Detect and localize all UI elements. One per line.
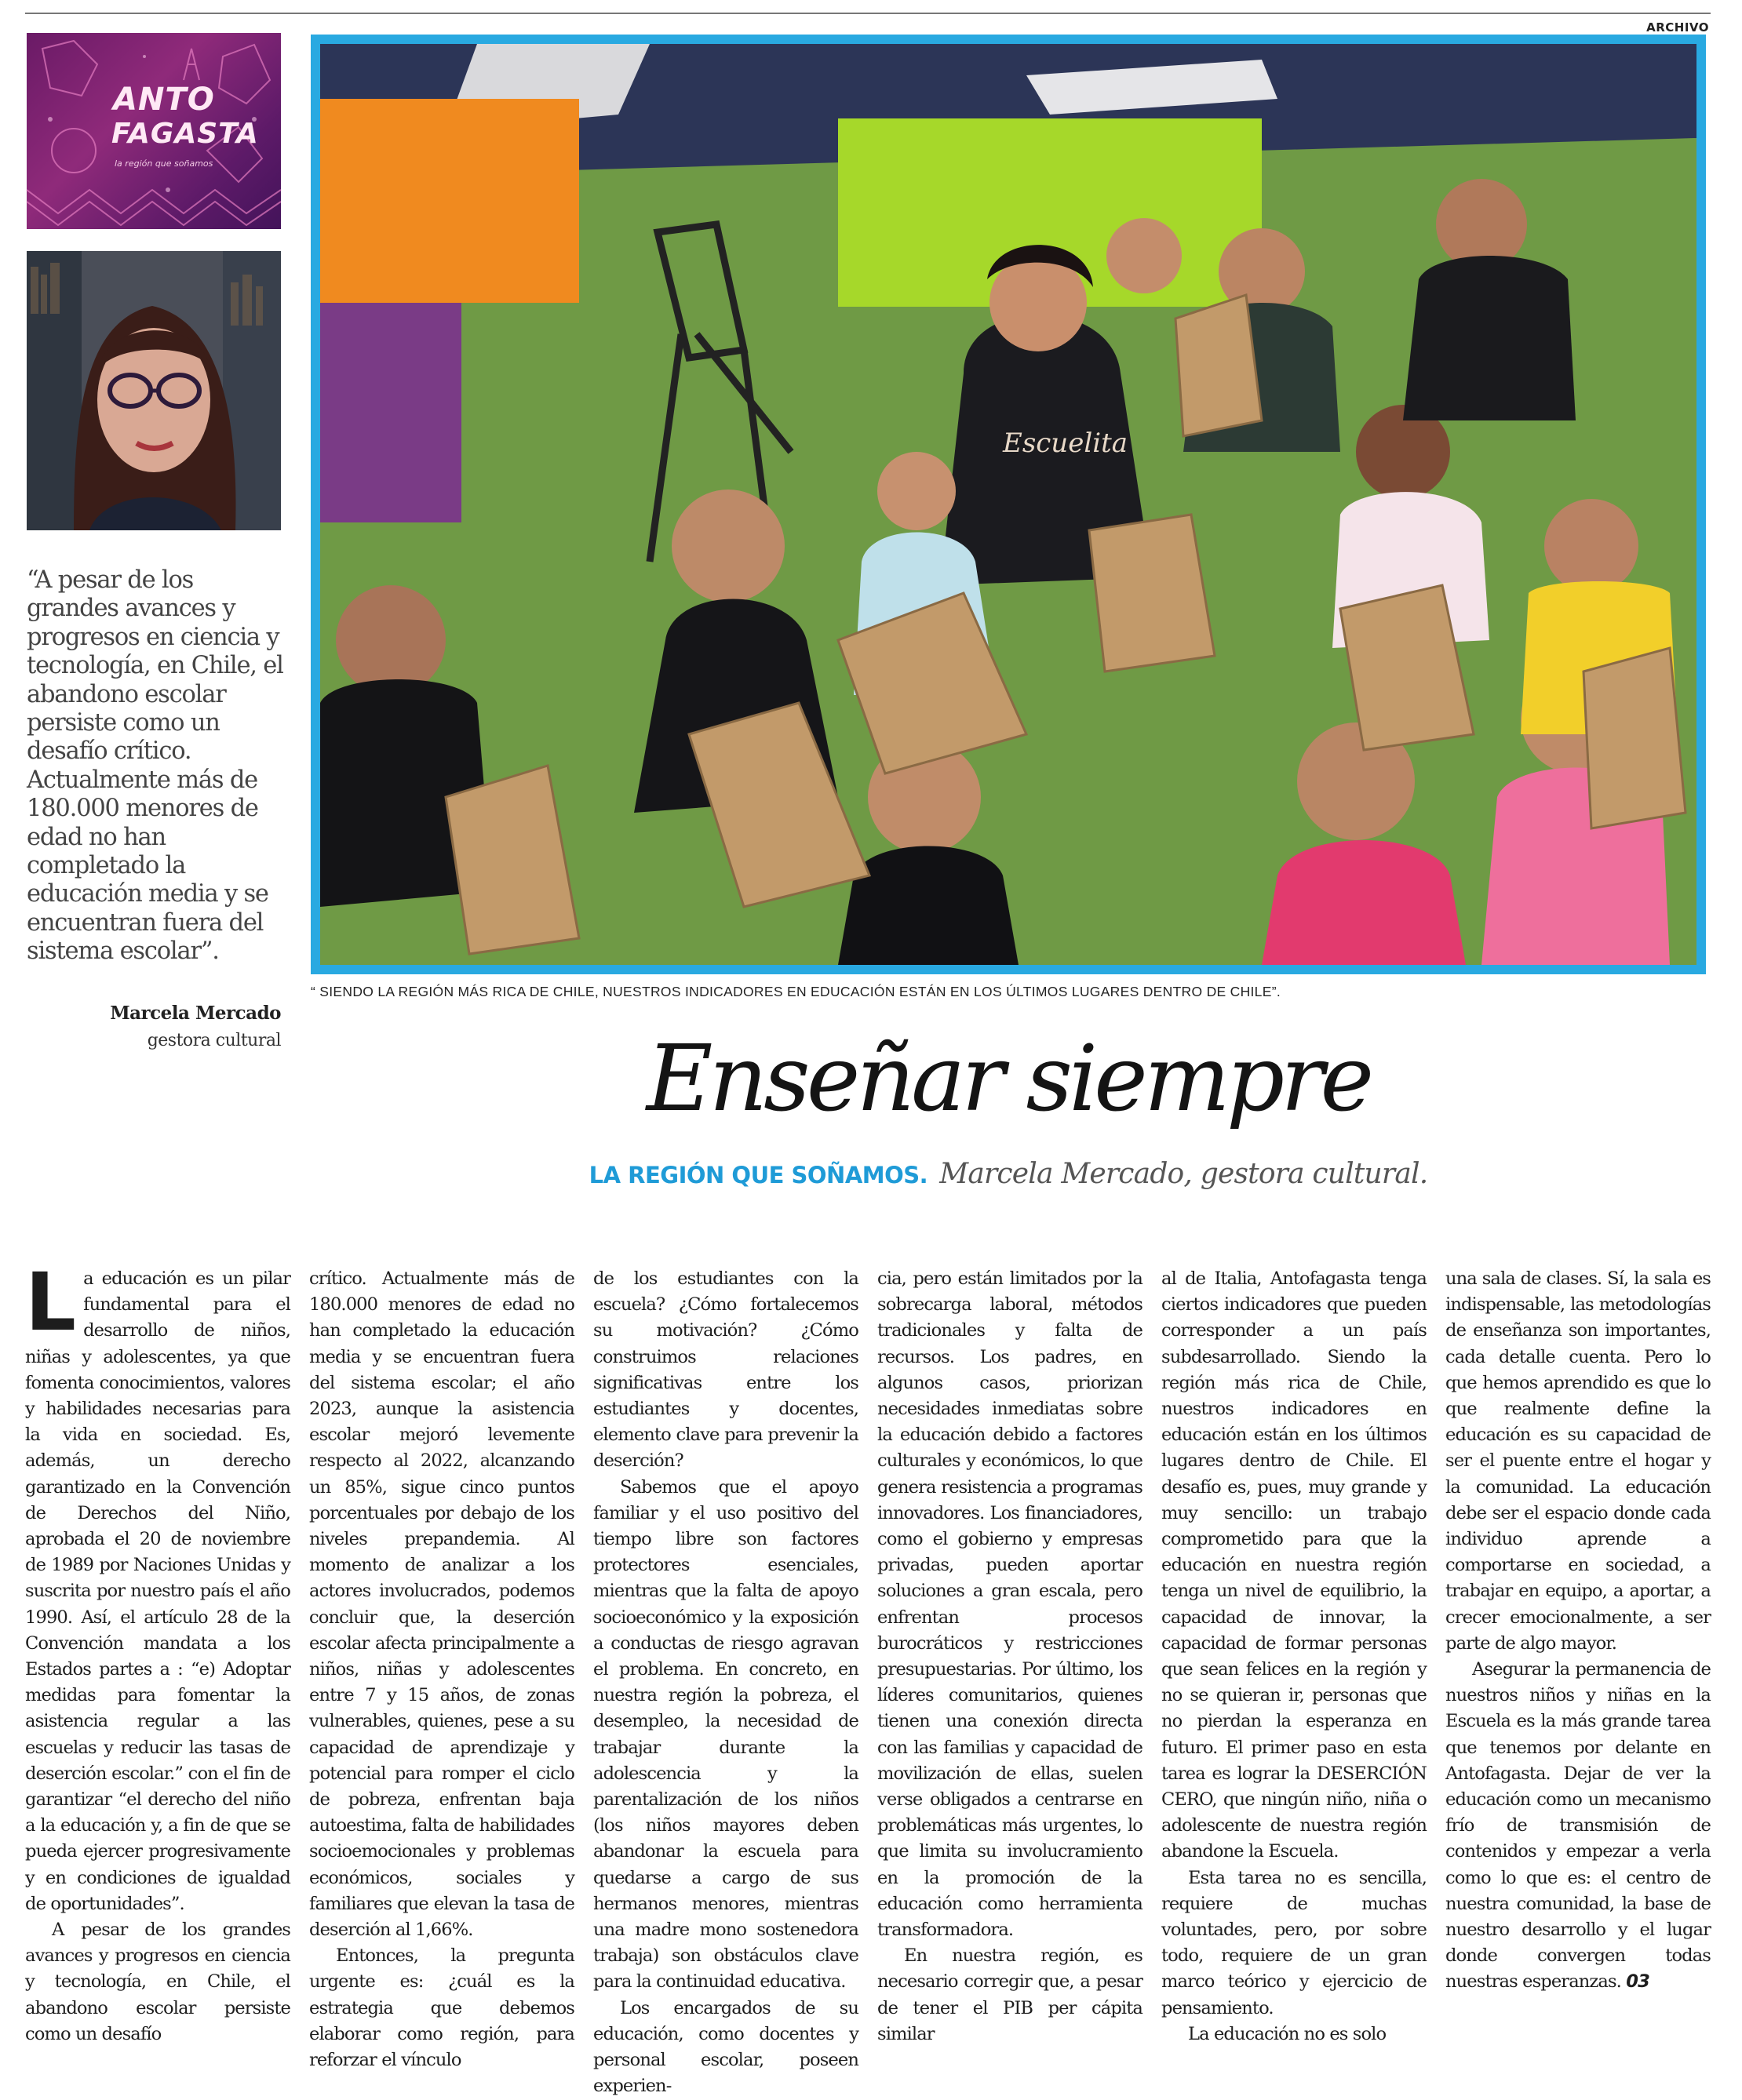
end-mark: 03 [1626,1971,1649,1993]
drop-cap: L [25,1256,76,1349]
article-kicker [311,1158,1706,1190]
paragraph: de los estudiantes con la escuela? ¿Cómo fortalecemos su motivación? ¿Cómo construimos relaciones significativas entre los estudiantes y docentes, elemento clave para prevenir la deserción? [593,1268,858,1472]
paragraph: al de Italia, Antofagasta tenga ciertos indicadores que pueden corresponder a un país subdesarrollado. Siendo la región más rica de Chile, nuestros indicadores en educación están en los últimos lugares dentro de Chile. El desafío es, pues, muy grande y muy sencillo: un trabajo comprometido para que la educación en nuestra región tenga un nivel de equilibrio, la capacidad de innovar, la capacidad de formar personas que sean felices en la región y no se quieran ir, personas que no pierdan la esperanza en futuro. El primer paso en esta tarea es lograr la DESERCIÓN CERO, que ningún niño, niña o adolescente de nuestra región abandone la Escuela. [1161,1268,1427,1862]
paragraph: a educación es un pilar fundamental para el desarrollo de niños, niñas y adolescentes, ya que fomenta conocimientos, valores y habilidades necesarias para la vida en sociedad. Es, además, un derecho garantizado en la Convención de Derechos del Niño, aprobada el 20 de noviembre de 1989 por Naciones Unidas y suscrita por nuestro país el año 1990. Así, el artículo 28 de la Convención mandata a los Estados partes a : “e) Adoptar medidas para fomentar la asistencia regular a las escuelas y reducir las tasas de deserción escolar.” con el fin de garantizar “el derecho del niño a la educación y, a fin de que se pueda ejercer progresivamente y en condiciones de igualdad de oportunidades”. [25,1268,290,1914]
photo-caption: “ SIENDO LA REGIÓN MÁS RICA DE CHILE, NUESTROS INDICADORES EN EDUCACIÓN ESTÁN EN LOS ÚLTIMOS LUGARES DENTRO DE CHILE”. [311,984,1281,999]
paragraph: Entonces, la pregunta urgente es: ¿cuál es la estrategia que debemos elaborar como región, para reforzar el vínculo [309,1945,574,2071]
logo-tagline: la región que soñamos [115,158,213,169]
antofagasta-logo [27,33,281,229]
body-column-2 [309,1266,574,2100]
top-rule [25,13,1711,14]
paragraph: crítico. Actualmente más de 180.000 menores de edad no han completado la educación media y se encuentran fuera del sistema escolar; el año 2023, aunque la asistencia escolar mejoró levemente respecto al 2022, alcanzando un 85%, sigue cinco puntos porcentuales por debajo de los niveles prepandemia. Al momento de analizar a los actores involucrados, podemos concluir que, la deserción escolar afecta principalmente a niños, niñas y adolescentes entre 7 y 15 años, de zonas vulnerables, quienes, pese a su capacidad de aprendizaje y potencial para romper el ciclo de pobreza, enfrentan baja autoestima, falta de habilidades socioemocionales y problemas económicos, sociales y familiares que elevan la tasa de deserción al 1,66%. [309,1268,574,1941]
paragraph: cia, pero están limitados por la sobrecarga laboral, métodos tradicionales y falta de recursos. Los padres, en algunos casos, priorizan necesidades inmediatas sobre la educación debido a factores culturales y económicos, lo que genera resistencia a programas innovadores. Los financiadores, como el gobierno y empresas privadas, pueden aportar soluciones a gran escala, pero enfrentan procesos burocráticos y restricciones presupuestarias. Por último, los líderes comunitarios, quienes tienen una conexión directa con las familias y capacidad de movilización de ellas, suelen verse obligados a centrarse en problemáticas más urgentes, lo que limita su involucramiento en la promoción de la educación como herramienta transformadora. [877,1268,1143,1941]
author-name: Marcela Mercado [110,1003,281,1024]
shirt-print: Escuelita [1003,428,1128,459]
paragraph: Asegurar la permanencia de nuestros niños y niñas en la Escuela es la más grande tarea que tenemos por delante en Antofagasta. Dejar de ver la educación como un mecanismo frío de transmisión de contenidos y empezar a verla como lo que es: el centro de nuestra comunidad, la base de nuestro desarrollo y el lugar donde convergen todas nuestras esperanzas. [1445,1659,1711,1993]
paragraph: Sabemos que el apoyo familiar y el uso positivo del tiempo libre son factores protectores esenciales, mientras que la falta de apoyo socioeconómico y la exposición a conductas de riesgo agravan el problema. En concreto, en nuestra región la pobreza, el desempleo, la necesidad de trabajar durante la adolescencia y la parentalización de los niños (los niños mayores deben abandonar la escuela para quedarse a cargo de sus hermanos menores, mientras una madre mono sostenedora trabaja) son obstáculos clave para la continuidad educativa. [593,1476,858,1993]
paragraph: A pesar de los grandes avances y progresos en ciencia y tecnología, en Chile, el abandono escolar persiste como un desafío [25,1920,290,2044]
main-photo [320,44,1696,965]
paragraph: una sala de clases. Sí, la sala es indispensable, las metodologías de enseñanza son importantes, cada detalle cuenta. Pero lo que hemos aprendido es que lo que realmente define la educación es su capacidad de ser el puente entre el hogar y la comunidad. La educación debe ser el espacio donde cada individuo aprende a comportarse en sociedad, a trabajar en equipo, a aportar, a crecer emocionalmente, a ser parte de algo mayor. [1445,1268,1711,1654]
pull-quote: “A pesar de los grandes avances y progresos en ciencia y tecnología, en Chile, el abandono escolar persiste como un desafío crítico. Actualmente más de 180.000 menores de edad no han completado la educación media y se encuentran fuera del sistema escolar”. [27,566,283,966]
body-column-1 [25,1256,290,2100]
photo-credit: ARCHIVO [1646,20,1709,35]
paragraph: En nuestra región, es necesario corregir que, a pesar de tener el PIB per cápita similar [877,1945,1143,2044]
author-portrait [27,251,281,530]
body-column-3 [593,1266,858,2100]
body-column-6 [1445,1266,1711,2100]
logo-word-fagasta: FAGASTA [111,118,259,150]
body-column-5 [1161,1266,1427,2100]
section-label: LA REGIÓN QUE SOÑAMOS. [589,1162,928,1188]
body-column-4 [877,1266,1143,2100]
logo-word-anto: ANTO [113,82,215,118]
paragraph: Esta tarea no es sencilla, requiere de muchas voluntades, pero, por sobre todo, requiere de un gran marco teórico y ejercicio de pensamiento. [1161,1867,1427,2018]
paragraph: La educación no es solo [1188,2023,1387,2044]
paragraph: Los encargados de su educación, como docentes y personal escolar, poseen experien- [593,1997,858,2097]
main-photo-frame [311,35,1706,974]
article-body [25,1256,1711,2097]
article-headline: Enseñar siempre [646,1026,1371,1132]
author-role: gestora cultural [147,1031,281,1050]
byline: Marcela Mercado, gestora cultural. [939,1158,1428,1190]
